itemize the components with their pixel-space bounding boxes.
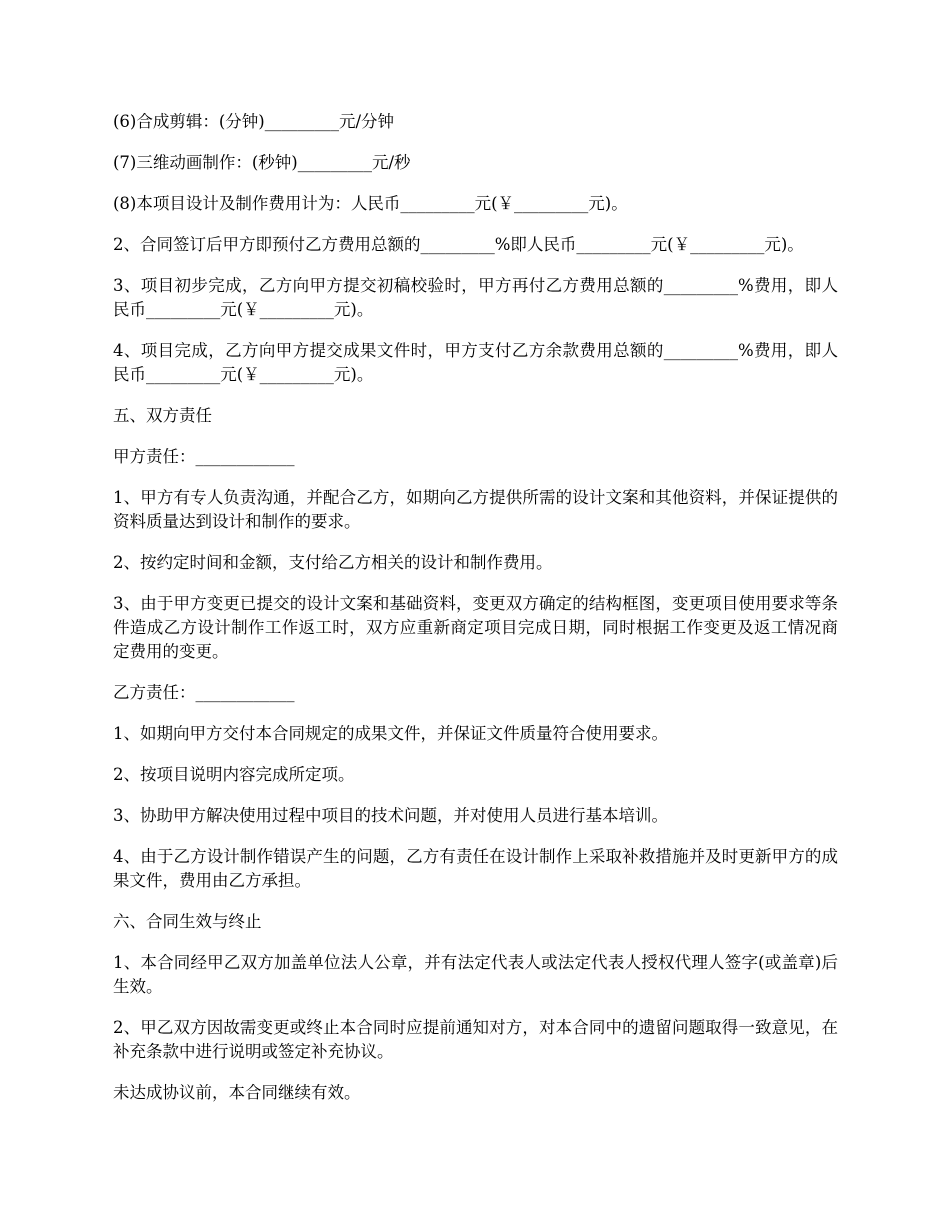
party-a-responsibility-heading: 甲方责任：____________ [113,447,295,466]
clause-total-fee: (8)本项目设计及制作费用计为：人民币_________元(￥_________元)。 [113,194,628,213]
clause-3d-animation: (7)三维动画制作：(秒钟)_________元/秒 [113,153,411,172]
party-b-responsibility-heading: 乙方责任：____________ [113,683,295,702]
clause-second-payment: 3、项目初步完成，乙方向甲方提交初稿校验时，甲方再付乙方费用总额的_________%费用，即人民币_________元(￥_________元)。 [113,276,838,319]
party-a-item-1: 1、甲方有专人负责沟通，并配合乙方，如期向乙方提供所需的设计文案和其他资料，并保证提供的资料质量达到设计和制作的要求。 [113,488,838,531]
party-b-item-1: 1、如期向甲方交付本合同规定的成果文件，并保证文件质量符合使用要求。 [113,724,668,743]
party-b-item-2: 2、按项目说明内容完成所定项。 [113,765,355,784]
section-heading-effectiveness: 六、合同生效与终止 [113,912,262,931]
party-b-item-3: 3、协助甲方解决使用过程中项目的技术问题，并对使用人员进行基本培训。 [113,806,668,825]
effectiveness-item-2: 2、甲乙双方因故需变更或终止本合同时应提前通知对方，对本合同中的遗留问题取得一致意见，在补充条款中进行说明或签定补充协议。 [113,1018,838,1061]
document-body [113,110,838,1122]
clause-compositing-editing: (6)合成剪辑：(分钟)_________元/分钟 [113,112,395,131]
clause-final-payment: 4、项目完成，乙方向甲方提交成果文件时，甲方支付乙方余款费用总额的_________%费用，即人民币_________元(￥_________元)。 [113,341,838,384]
party-a-item-3: 3、由于甲方变更已提交的设计文案和基础资料，变更双方确定的结构框图，变更项目使用要求等条件造成乙方设计制作工作返工时，双方应重新商定项目完成日期，同时根据工作变更及返工情况商定费用的变更。 [113,594,838,661]
clause-prepayment: 2、合同签订后甲方即预付乙方费用总额的_________%即人民币_________元(￥_________元)。 [113,235,804,254]
party-a-item-2: 2、按约定时间和金额，支付给乙方相关的设计和制作费用。 [113,553,553,572]
effectiveness-closing-note: 未达成协议前，本合同继续有效。 [113,1083,361,1102]
section-heading-responsibilities: 五、双方责任 [113,406,212,425]
party-b-item-4: 4、由于乙方设计制作错误产生的问题，乙方有责任在设计制作上采取补救措施并及时更新甲方的成果文件，费用由乙方承担。 [113,847,838,890]
effectiveness-item-1: 1、本合同经甲乙双方加盖单位法人公章，并有法定代表人或法定代表人授权代理人签字(或盖章)后生效。 [113,953,838,996]
